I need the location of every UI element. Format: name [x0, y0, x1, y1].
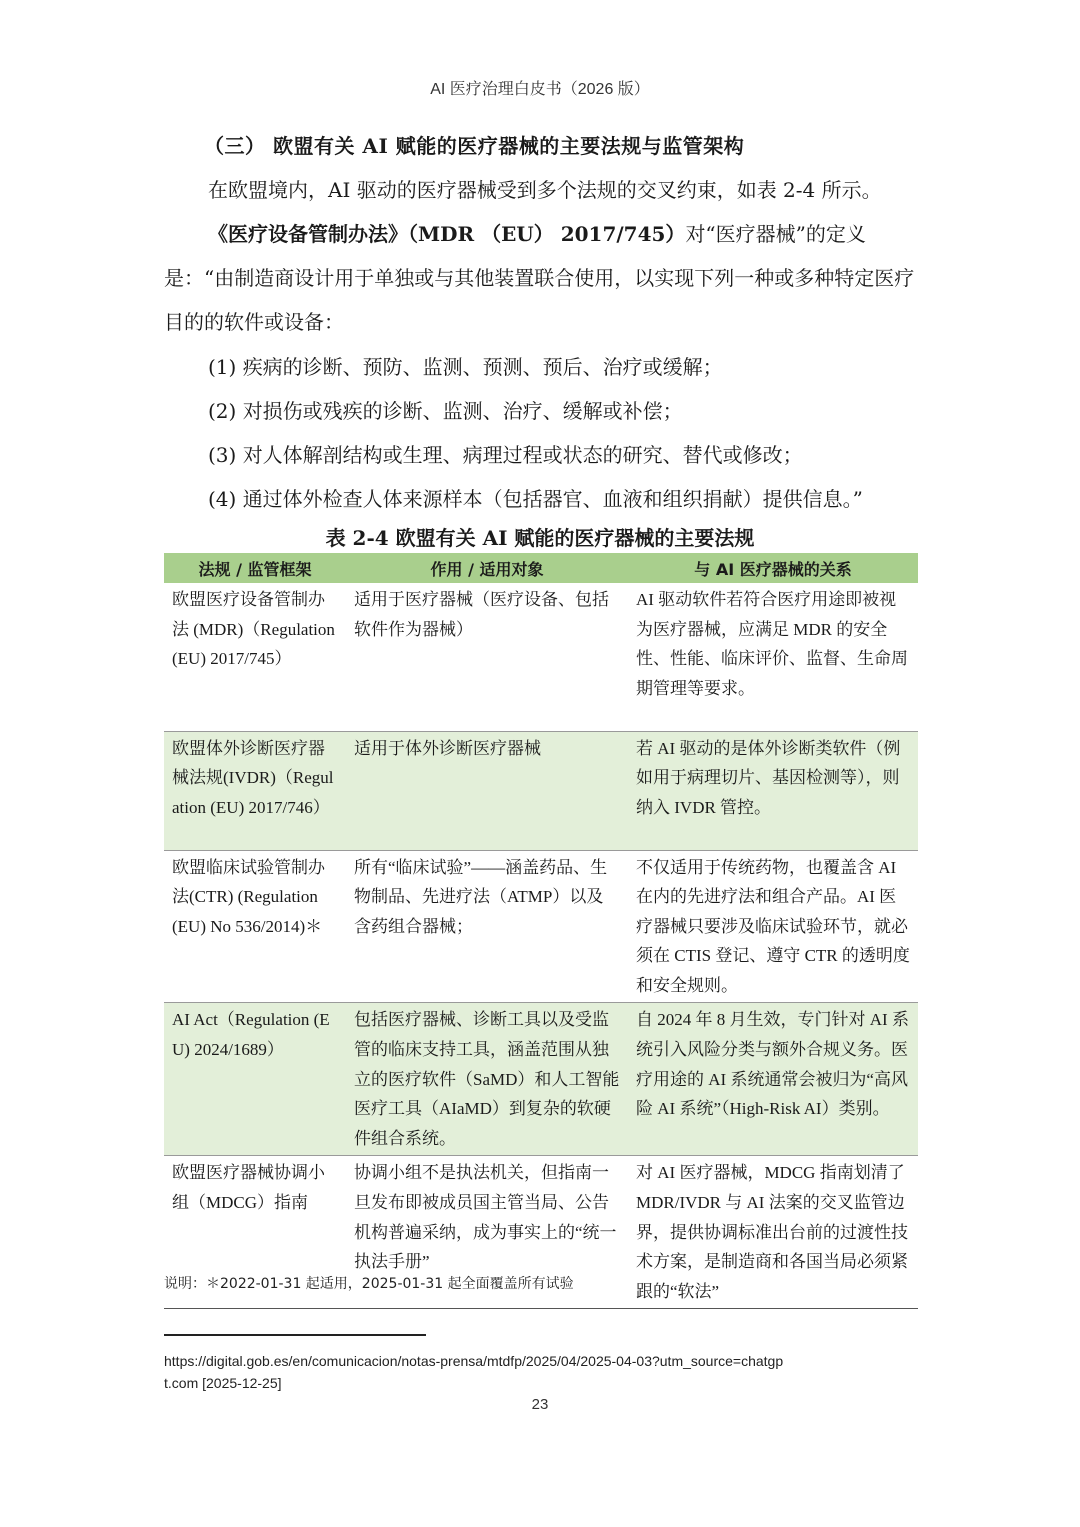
table-row — [164, 850, 918, 1003]
mdr-regulation-title: 《医疗设备管制办法》（MDR （EU） 2017/745） — [208, 222, 686, 246]
cell-framework: 欧盟体外诊断医疗器械法规(IVDR)（Regulation (EU) 2017/746） — [164, 731, 346, 850]
cell-framework: 欧盟医疗器械协调小组（MDCG）指南 — [164, 1156, 346, 1309]
regulations-table — [164, 553, 918, 1309]
page-number: 23 — [531, 1396, 549, 1413]
table-note: 说明：＊2022-01-31 起适用，2025-01-31 起全面覆盖所有试验 — [164, 1276, 574, 1292]
paragraph-mdr-definition — [164, 212, 924, 344]
header-scope: 作用 / 适用对象 — [346, 553, 628, 583]
list-item: (4) 通过体外检查人体来源样本（包括器官、血液和组织捐献）提供信息。” — [208, 487, 863, 511]
table-row — [164, 731, 918, 850]
cell-relation: 若 AI 驱动的是体外诊断类软件（例如用于病理切片、基因检测等），则纳入 IVDR 管控。 — [628, 731, 918, 850]
list-item: (2) 对损伤或残疾的诊断、监测、治疗、缓解或补偿； — [208, 399, 683, 423]
cell-relation: AI 驱动软件若符合医疗用途即被视为医疗器械，应满足 MDR 的安全性、性能、临床评价、监督、生命周期管理等要求。 — [628, 583, 918, 731]
paragraph-intro: 在欧盟境内，AI 驱动的医疗器械受到多个法规的交叉约束，如表 2-4 所示。 — [208, 178, 882, 202]
table-row — [164, 1003, 918, 1156]
cell-relation: 不仅适用于传统药物，也覆盖含 AI 在内的先进疗法和组合产品。AI 医疗器械只要涉及临床试验环节，就必须在 CTIS 登记、遵守 CTR 的透明度和安全规则。 — [628, 850, 918, 1003]
mdr-definition-text: 对“医疗器械”的定义是：“由制造商设计用于单独或与其他装置联合使用，以实现下列一种或多种特定医疗目的的软件或设备： — [164, 222, 915, 334]
running-header: AI 医疗治理白皮书（2026 版） — [430, 81, 650, 98]
list-item: (3) 对人体解剖结构或生理、病理过程或状态的研究、替代或修改； — [208, 443, 803, 467]
footnote-divider — [164, 1334, 426, 1336]
table-row — [164, 583, 918, 731]
cell-relation: 自 2024 年 8 月生效，专门针对 AI 系统引入风险分类与额外合规义务。医疗用途的 AI 系统通常会被归为“高风险 AI 系统”（High-Risk AI）类别。 — [628, 1003, 918, 1156]
table-header-row — [164, 553, 918, 583]
cell-scope: 协调小组不是执法机关，但指南一旦发布即被成员国主管当局、公告机构普遍采纳，成为事实上的“统一执法手册” — [346, 1156, 628, 1309]
list-item: (1) 疾病的诊断、预防、监测、预测、预后、治疗或缓解； — [208, 355, 723, 379]
cell-framework: 欧盟临床试验管制办法(CTR) (Regulation (EU) No 536/2014)＊ — [164, 850, 346, 1003]
table-caption: 表 2-4 欧盟有关 AI 赋能的医疗器械的主要法规 — [325, 526, 755, 550]
cell-scope: 适用于医疗器械（医疗设备、包括软件作为器械） — [346, 583, 628, 731]
cell-framework: AI Act（Regulation (EU) 2024/1689） — [164, 1003, 346, 1156]
cell-scope: 适用于体外诊断医疗器械 — [346, 731, 628, 850]
header-framework: 法规 / 监管框架 — [164, 553, 346, 583]
cell-framework: 欧盟医疗设备管制办法 (MDR)（Regulation (EU) 2017/745） — [164, 583, 346, 731]
cell-scope: 所有“临床试验”——涵盖药品、生物制品、先进疗法（ATMP）以及含药组合器械； — [346, 850, 628, 1003]
section-title: （三） 欧盟有关 AI 赋能的医疗器械的主要法规与监管架构 — [204, 134, 745, 158]
footnote-url: https://digital.gob.es/en/comunicacion/notas-prensa/mtdfp/2025/04/2025-04-03?utm_source=chatgpt.com [2025-12-25] — [164, 1353, 784, 1391]
cell-relation: 对 AI 医疗器械，MDCG 指南划清了 MDR/IVDR 与 AI 法案的交叉监管边界，提供协调标准出台前的过渡性技术方案，是制造商和各国当局必须紧跟的“软法” — [628, 1156, 918, 1309]
cell-scope: 包括医疗器械、诊断工具以及受监管的临床支持工具，涵盖范围从独立的医疗软件（SaMD）和人工智能医疗工具（AIaMD）到复杂的软硬件组合系统。 — [346, 1003, 628, 1156]
header-relation: 与 AI 医疗器械的关系 — [628, 553, 918, 583]
